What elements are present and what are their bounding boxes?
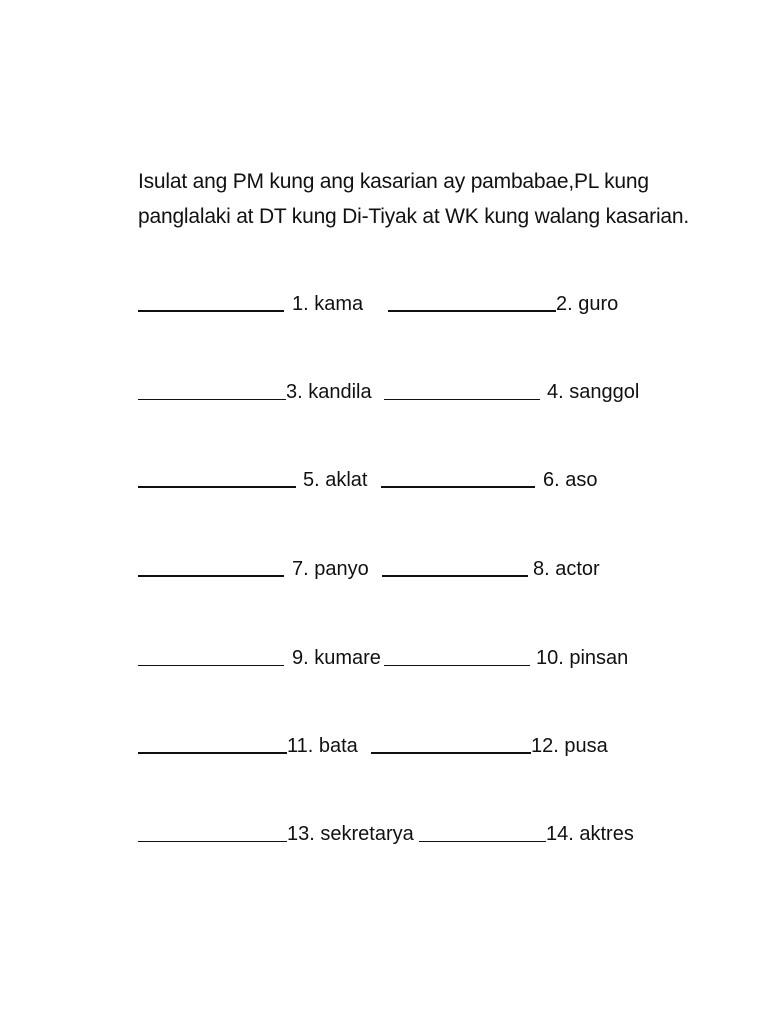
item-1	[138, 286, 363, 316]
answer-blank-14[interactable]	[419, 819, 546, 842]
instructions	[138, 164, 698, 234]
answer-blank-12[interactable]	[371, 730, 531, 754]
instructions-line-2: panglalaki at DT kung Di-Tiyak at WK kung walang kasarian.	[138, 205, 690, 228]
item-13-label: 13. sekretarya	[287, 823, 414, 845]
item-11-label: 11. bata	[287, 735, 358, 757]
answer-blank-5[interactable]	[138, 464, 296, 488]
item-10	[384, 640, 628, 670]
item-2-label: 2. guro	[556, 293, 619, 315]
item-8-label: 8. actor	[533, 558, 600, 580]
answer-blank-13[interactable]	[138, 819, 287, 842]
item-12-label: 12. pusa	[531, 735, 608, 757]
answer-blank-3[interactable]	[138, 377, 286, 400]
item-4	[384, 374, 639, 404]
item-8	[382, 551, 600, 581]
answer-blank-9[interactable]	[138, 643, 284, 666]
item-3-label: 3. kandila	[286, 381, 372, 403]
item-14-label: 14. aktres	[546, 823, 634, 845]
answer-blank-4[interactable]	[384, 377, 540, 400]
answer-blank-11[interactable]	[138, 730, 287, 754]
item-6	[381, 462, 597, 492]
item-5	[138, 462, 367, 492]
answer-blank-2[interactable]	[388, 288, 556, 312]
item-9	[138, 640, 381, 670]
item-11	[138, 728, 358, 758]
answer-blank-10[interactable]	[384, 643, 530, 666]
item-1-label: 1. kama	[292, 293, 364, 315]
answer-blank-6[interactable]	[381, 464, 535, 488]
answer-blank-8[interactable]	[382, 553, 528, 577]
answer-blank-7[interactable]	[138, 553, 284, 577]
item-13	[138, 816, 414, 846]
item-3	[138, 374, 372, 404]
instructions-line-1: Isulat ang PM kung ang kasarian ay pambabae,PL kung	[138, 170, 649, 193]
answer-blank-1[interactable]	[138, 288, 284, 312]
item-14	[419, 816, 634, 846]
item-12	[371, 728, 608, 758]
item-10-label: 10. pinsan	[536, 647, 629, 669]
item-5-label: 5. aklat	[303, 469, 368, 491]
item-4-label: 4. sanggol	[547, 381, 640, 403]
item-7	[138, 551, 369, 581]
item-7-label: 7. panyo	[292, 558, 369, 580]
item-9-label: 9. kumare	[292, 647, 381, 669]
item-2	[388, 286, 618, 316]
item-6-label: 6. aso	[543, 469, 598, 491]
